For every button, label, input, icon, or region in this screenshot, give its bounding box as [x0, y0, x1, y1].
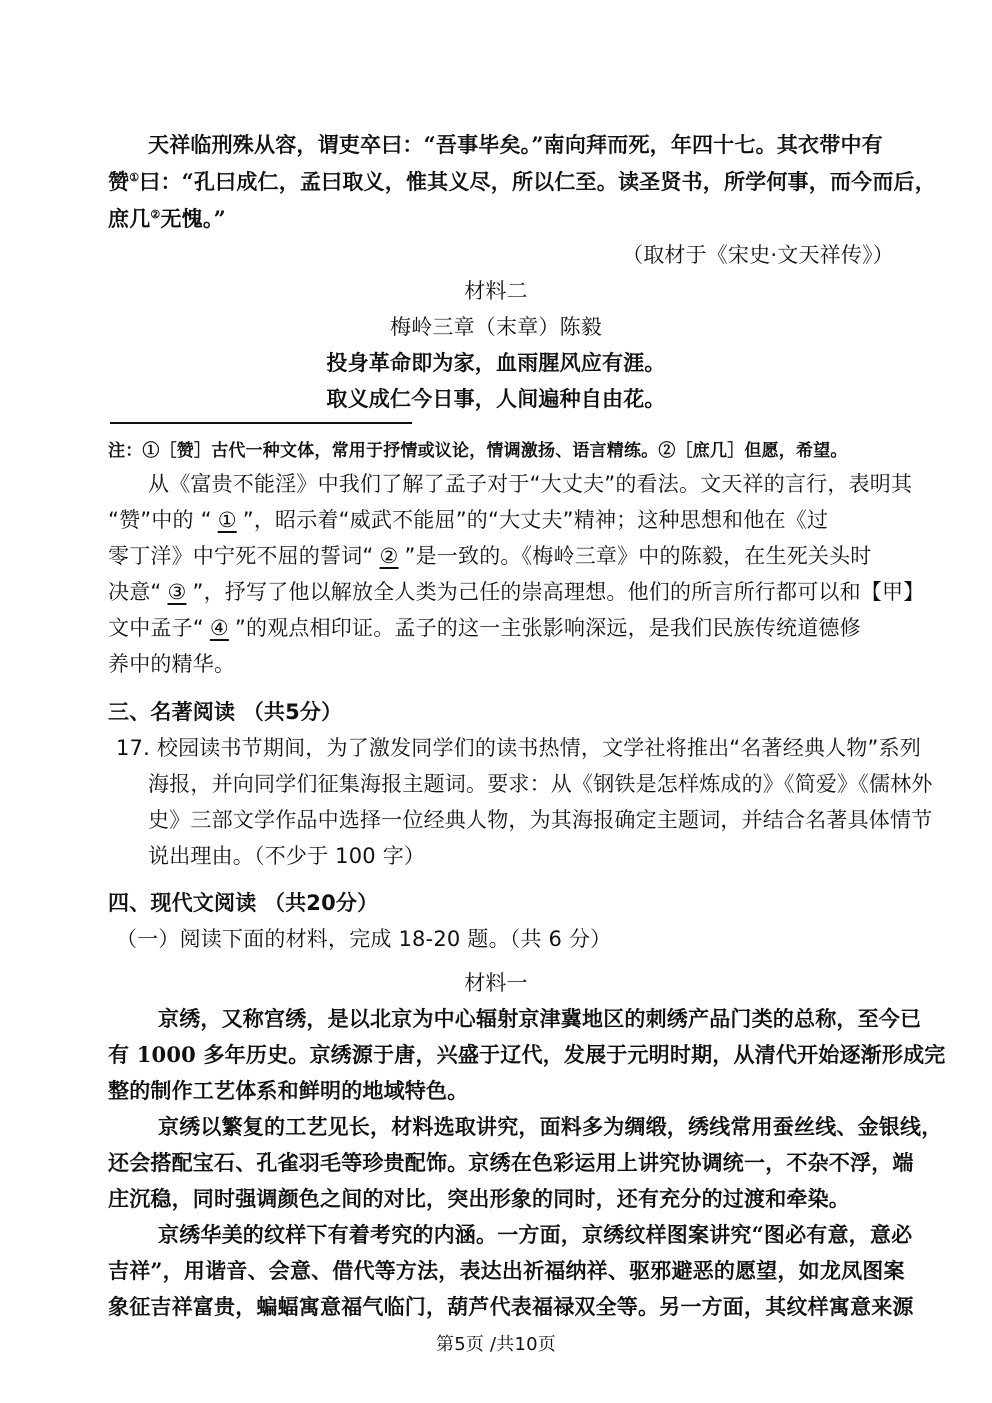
- blank-2: ②: [379, 544, 399, 568]
- passage-line-2: [108, 167, 936, 197]
- p2-line-2: 还会搭配宝石、孔雀羽毛等珍贵配饰。京绣在色彩运用上讲究协调统一，不杂不浮，端: [108, 1150, 914, 1175]
- q17-line-1: 17. 校园读书节期间，为了激发同学们的读书热情，文学社将推出“名著经典人物”系列: [116, 736, 922, 760]
- fill-para-line-5-a: 文中孟子“: [108, 616, 204, 640]
- passage-line-3-a: 庶几: [108, 206, 151, 231]
- passage-line-1: 天祥临刑殊从容，谓吏卒曰：“吾事毕矣。”南向拜而死，年四十七。其衣带中有: [148, 132, 883, 157]
- fill-para-line-3-a: 零丁洋》中宁死不屈的誓词“: [108, 544, 374, 568]
- fill-para-line-3-b: ”是一致的。《梅岭三章》中的陈毅，在生死关头时: [404, 544, 872, 568]
- q17-line-4: 说出理由。（不少于 100 字）: [148, 844, 426, 868]
- q17-line-2: 海报，并向同学们征集海报主题词。要求：从《钢铁是怎样炼成的》《简爱》《儒林外: [148, 772, 933, 796]
- p1-line-1: 京绣，又称宫绣，是以北京为中心辐射京津冀地区的刺绣产品门类的总称，至今已: [158, 1006, 922, 1031]
- fill-para-line-2-a: “赞”中的 “: [108, 508, 212, 532]
- p3-line-3: 象征吉祥富贵，蝙蝠寓意福气临门，葫芦代表福禄双全等。另一方面，其纹样寓意来源: [108, 1294, 914, 1319]
- fill-para-line-4-b: ”，抒写了他以解放全人类为己任的崇高理想。他们的所言所行都可以和【甲】: [192, 580, 925, 604]
- poem-line-1: 投身革命即为家，血雨腥风应有涯。: [326, 350, 666, 375]
- p2-line-3: 庄沉稳，同时强调颜色之间的对比，突出形象的同时，还有充分的过渡和牵染。: [108, 1186, 850, 1211]
- section4-heading: 四、现代文阅读 （共20分）: [108, 891, 379, 915]
- passage-line-2-a: 赞: [108, 169, 130, 194]
- p2-line-1: 京绣以繁复的工艺见长，材料选取讲究，面料多为绸缎，绣线常用蚕丝线、金银线，: [158, 1114, 943, 1139]
- fill-para-line-3: [108, 541, 872, 571]
- blank-3: ③: [167, 580, 187, 604]
- fill-para-line-2: [108, 505, 828, 535]
- material2-title: 材料二: [464, 279, 528, 303]
- fill-para-line-1: 从《富贵不能淫》中我们了解了孟子对于“大丈夫”的看法。文天祥的言行，表明其: [148, 472, 913, 496]
- blank-1: ①: [217, 508, 237, 532]
- footnote-text: 注：①［赞］古代一种文体，常用于抒情或议论，情调激扬、语言精练。②［庶几］但愿，希望。: [108, 441, 848, 461]
- fill-para-line-2-b: ”，昭示着“威武不能屈”的“大丈夫”精神；这种思想和他在《过: [242, 508, 829, 532]
- blank-4: ④: [209, 616, 229, 640]
- p1-line-3: 整的制作工艺体系和鲜明的地域特色。: [108, 1078, 469, 1103]
- fill-para-line-4: [108, 577, 924, 607]
- page-footer: 第5页 /共10页: [436, 1334, 556, 1355]
- passage-line-3-b: 无愧。”: [160, 206, 226, 231]
- footnote-divider: [110, 422, 412, 424]
- footnote-marker-1: ①: [129, 171, 140, 184]
- passage-line-2-b: 曰：“孔曰成仁，孟曰取义，惟其义尽，所以仁至。读圣贤书，所学何事，而今而后，: [139, 169, 936, 194]
- material1-title: 材料一: [464, 971, 528, 995]
- poem-line-2: 取义成仁今日事，人间遍种自由花。: [326, 386, 666, 411]
- fill-para-line-5-b: ”的观点相印证。孟子的这一主张影响深远，是我们民族传统道德修: [234, 616, 861, 640]
- fill-para-line-5: [108, 613, 861, 643]
- footnote-marker-2: ②: [150, 208, 161, 221]
- p1-line-2: 有 1000 多年历史。京绣源于唐，兴盛于辽代，发展于元明时期，从清代开始逐渐形成完: [108, 1042, 946, 1067]
- passage-source: （取材于《宋史·文天祥传》）: [622, 243, 894, 267]
- fill-para-line-6: 养中的精华。: [108, 652, 236, 676]
- poem-title: 梅岭三章（末章）陈毅: [390, 315, 602, 339]
- q17-line-3: 史》三部文学作品中选择一位经典人物，为其海报确定主题词，并结合名著具体情节: [148, 808, 933, 832]
- section4-subheading: （一）阅读下面的材料，完成 18-20 题。（共 6 分）: [116, 927, 612, 951]
- p3-line-2: 吉祥”，用谐音、会意、借代等方法，表达出祈福纳祥、驱邪避恶的愿望，如龙凤图案: [108, 1258, 905, 1283]
- section3-heading: 三、名著阅读 （共5分）: [108, 700, 343, 724]
- fill-para-line-4-a: 决意“: [108, 580, 162, 604]
- p3-line-1: 京绣华美的纹样下有着考究的内涵。一方面，京绣纹样图案讲究“图必有意，意必: [158, 1222, 913, 1247]
- passage-line-3: [108, 204, 226, 234]
